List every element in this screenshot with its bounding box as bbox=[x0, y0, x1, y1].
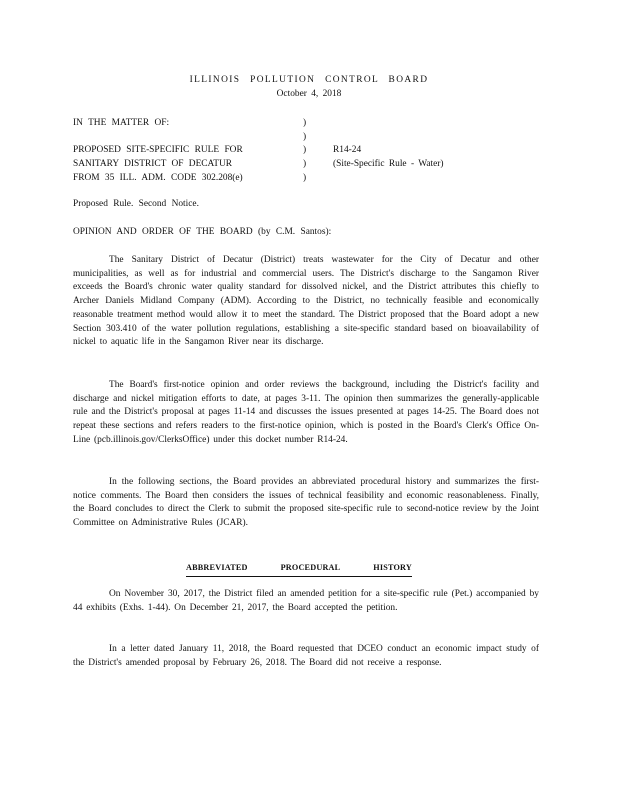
notice-line: Proposed Rule. Second Notice. bbox=[73, 199, 199, 209]
section-heading bbox=[186, 561, 412, 577]
caption-paren: ) bbox=[303, 172, 307, 183]
caption-left: IN THE MATTER OF: bbox=[73, 118, 170, 128]
caption-paren: ) bbox=[303, 131, 307, 142]
heading-word: HISTORY bbox=[373, 563, 412, 572]
caption-row bbox=[73, 158, 553, 172]
caption-left: FROM 35 ILL. ADM. CODE 302.208(e) bbox=[73, 172, 243, 183]
case-caption bbox=[73, 117, 553, 185]
caption-left: PROPOSED SITE-SPECIFIC RULE FOR bbox=[73, 145, 243, 156]
heading-word: ABBREVIATED bbox=[186, 563, 248, 572]
caption-row bbox=[73, 131, 553, 145]
docket-number: R14-24 bbox=[333, 145, 362, 156]
caption-left: SANITARY DISTRICT OF DECATUR bbox=[73, 159, 233, 170]
paragraph: On November 30, 2017, the District filed an amended petition for a site-specific rule (Pet.) accompanied by 44 exhibits (Exhs. 1-44). On December 21, 2017, the Board accepted the petition. bbox=[73, 589, 539, 613]
caption-paren: ) bbox=[303, 145, 307, 156]
paragraph: The Board's first-notice opinion and order reviews the background, including the District's facility and discharge and nickel mitigation efforts to date, at pages 3-11. The opinion then summarizes the generally-applicable rule and the District's proposal at pages 11-14 and discusses the issues presented at pages 14-25. The Board does not repeat these sections and refers readers to the first-notice opinion, which is posted in the Board's Clerk's Office On-Line (pcb.illinois.gov/ClerksOffice) under this docket number R14-24. bbox=[73, 380, 539, 445]
opinion-line: OPINION AND ORDER OF THE BOARD (by C.M. Santos): bbox=[73, 227, 332, 237]
caption-paren: ) bbox=[303, 118, 307, 128]
paragraph: In the following sections, the Board provides an abbreviated procedural history and summarizes the first-notice comments. The Board then considers the issues of technical feasibility and economic reasonableness. Finally, the Board concludes to direct the Clerk to submit the proposed site-specific rule to second-notice review by the Joint Committee on Administrative Rules (JCAR). bbox=[73, 477, 539, 529]
caption-row bbox=[73, 172, 553, 186]
heading-word: PROCEDURAL bbox=[280, 563, 341, 572]
caption-paren: ) bbox=[303, 159, 307, 170]
caption-row bbox=[73, 144, 553, 158]
caption-left bbox=[73, 131, 303, 145]
document-date: October 4, 2018 bbox=[276, 89, 342, 99]
rule-type: (Site-Specific Rule - Water) bbox=[333, 159, 444, 170]
paragraph: In a letter dated January 11, 2018, the Board requested that DCEO conduct an economic impact study of the District's amended proposal by February 26, 2018. The Board did not receive a response. bbox=[73, 644, 539, 668]
caption-row bbox=[73, 117, 553, 131]
paragraph: The Sanitary District of Decatur (District) treats wastewater for the City of Decatur and other municipalities, as well as for industrial and commercial users. The District's discharge to the Sangamon River exceeds the Board's chronic water quality standard for dissolved nickel, and the District attributes this chiefly to Archer Daniels Midland Company (ADM). According to the District, no technically feasible and economically reasonable treatment method would allow it to meet the standard. The District proposed that the Board adopt a new Section 303.410 of the water pollution regulations, establishing a site-specific standard based on bioavailability of nickel to aquatic life in the Sangamon River near its discharge. bbox=[73, 255, 539, 348]
board-title: ILLINOIS POLLUTION CONTROL BOARD bbox=[189, 75, 429, 85]
